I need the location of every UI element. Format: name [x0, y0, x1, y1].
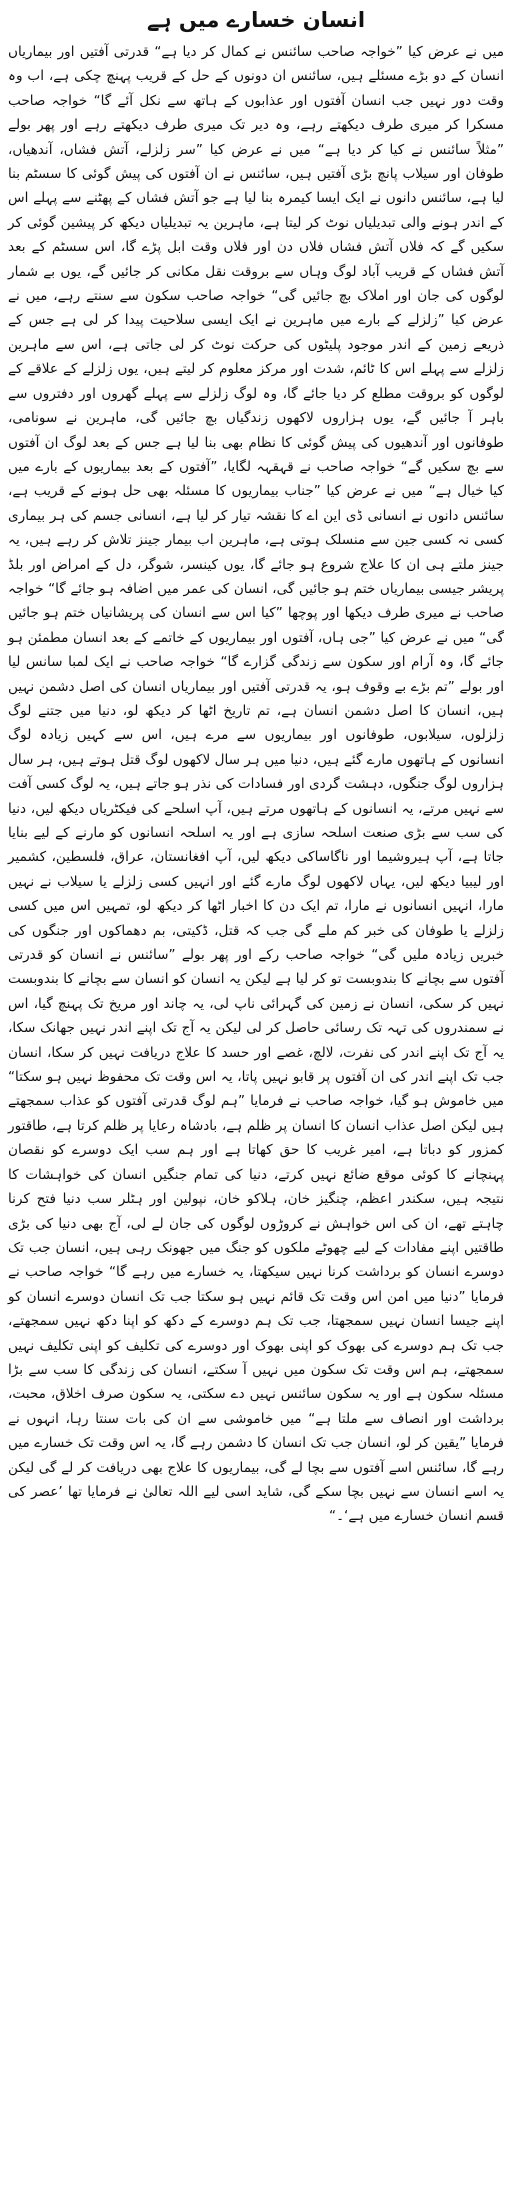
- article-title: انسان خسارے میں ہے: [146, 8, 366, 32]
- article-body: میں نے عرض کیا ”خواجہ صاحب سائنس نے کمال کر دیا ہے“ قدرتی آفتیں اور بیماریاں انسان کے دو بڑے مسئلے ہیں، سائنس ان دونوں کے حل کے قریب پہنچ چکی ہے، اب وہ وقت دور نہیں جب انسان آفتوں اور عذابوں کے ہاتھ سے نکل آئے گا“ خواجہ صاحب مسکرا کر میری طرف دیکھتے رہے، وہ دیر تک میری طرف دیکھتے رہے اور پھر بولے ”مثلاً سائنس نے کیا کر دیا ہے“ میں نے عرض کیا ”سر زلزلے، آتش فشاں، آندھیاں، طوفان اور سیلاب پانچ بڑی آفتیں ہیں، سائنس نے ان آفتوں کی پیش گوئی کا سسٹم بنا لیا ہے، سائنس دانوں نے ایک ایسا کیمرہ بنا لیا ہے جو آتش فشاں کے پھٹنے سے پہلے اس کے اندر ہونے والی تبدیلیاں نوٹ کر لیتا ہے، ماہرین یہ تبدیلیاں دیکھ کر پیشین گوئی کر سکیں گے کہ فلاں آتش فشاں فلاں دن اور فلاں وقت ابل پڑے گا، اس سسٹم کے بعد آتش فشاں کے قریب آباد لوگ وہاں سے بروقت نقل مکانی کر جائیں گے، یوں بے شمار لوگوں کی جان اور املاک بچ جائیں گی“ خواجہ صاحب سکون سے سنتے رہے، میں نے عرض کیا ”زلزلے کے بارے میں ماہرین نے ایک ایسی سلاحیت پیدا کر لی ہے جس کے ذریعے زمین کے اندر موجود پلیٹوں کی حرکت نوٹ کر لی جاتی ہے، اس سے ماہرین زلزلے سے پہلے اس کا ٹائم، شدت اور مرکز معلوم کر لیتے ہیں، یوں زلزلے کے علاقے کے لوگوں کو بروقت مطلع کر دیا جائے گا، وہ لوگ زلزلے سے پہلے گھروں اور دفتروں سے باہر آ جائیں گے، یوں ہزاروں لاکھوں زندگیاں بچ جائیں گی، ماہرین نے سونامی، طوفانوں اور آندھیوں کی پیش گوئی کا نظام بھی بنا لیا ہے جس کے بعد لوگ ان آفتوں سے بچ سکیں گے“ خواجہ صاحب نے قہقہہ لگایا، ”آفتوں کے بعد بیماریوں کے بارے میں کیا خیال ہے“ میں نے عرض کیا ”جناب بیماریوں کا مسئلہ بھی حل ہونے کے قریب ہے، سائنس دانوں نے انسانی ڈی این اے کا نقشہ تیار کر لیا ہے، انسانی جسم کی ہر بیماری کسی نہ کسی جین سے منسلک ہوتی ہے، ماہرین اب بیمار جینز تلاش کر رہے ہیں، یہ جینز ملتے ہی ان کا علاج شروع ہو جائے گا، یوں کینسر، شوگر، دل کے امراض اور بلڈ پریشر جیسی بیماریاں ختم ہو جائیں گی، انسان کی عمر میں اضافہ ہو جائے گا“ خواجہ صاحب نے میری طرف دیکھا اور پوچھا ”کیا اس سے انسان کی پریشانیاں ختم ہو جائیں گی“ میں نے عرض کیا ”جی ہاں، آفتوں اور بیماریوں کے خاتمے کے بعد انسان مطمئن ہو جائے گا، وہ آرام اور سکون سے زندگی گزارے گا“ خواجہ صاحب نے ایک لمبا سانس لیا اور بولے ”تم بڑے بے وقوف ہو، یہ قدرتی آفتیں اور بیماریاں انسان کی اصل دشمن نہیں ہیں، انسان کا اصل دشمن انسان ہے، تم تاریخ اٹھا کر دیکھ لو، دنیا میں جتنے لوگ زلزلوں، سیلابوں، طوفانوں اور بیماریوں سے مرے ہیں، اس سے کہیں زیادہ لوگ انسانوں کے ہاتھوں مارے گئے ہیں، دنیا میں ہر سال لاکھوں لوگ قتل ہوتے ہیں، ہر سال ہزاروں لوگ جنگوں، دہشت گردی اور فسادات کی نذر ہو جاتے ہیں، یہ لوگ کسی آفت سے نہیں مرتے، یہ انسانوں کے ہاتھوں مرتے ہیں، آپ اسلحے کی فیکٹریاں دیکھ لیں، دنیا کی سب سے بڑی صنعت اسلحہ سازی ہے اور یہ اسلحہ انسانوں کو مارنے کے لیے بنایا جاتا ہے، آپ ہیروشیما اور ناگاساکی دیکھ لیں، آپ افغانستان، عراق، فلسطین، کشمیر اور لیبیا دیکھ لیں، یہاں لاکھوں لوگ مارے گئے اور انہیں کسی زلزلے یا سیلاب نے نہیں مارا، انہیں انسانوں نے مارا، تم ایک دن کا اخبار اٹھا کر دیکھ لو، تمہیں اس میں کسی زلزلے یا طوفان کی خبر کم ملے گی جب کہ قتل، ڈکیتی، بم دھماکوں اور جنگوں کی خبریں زیادہ ملیں گی“ خواجہ صاحب رکے اور پھر بولے ”سائنس نے انسان کو قدرتی آفتوں سے بچانے کا بندوبست تو کر لیا ہے لیکن یہ انسان کو انسان سے بچانے کا بندوبست نہیں کر سکی، انسان نے زمین کی گہرائی ناپ لی، یہ چاند اور مریخ تک پہنچ گیا، اس نے سمندروں کی تہہ تک رسائی حاصل کر لی لیکن یہ آج تک اپنے اندر نہیں جھانک سکا، یہ آج تک اپنے اندر کی نفرت، لالچ، غصے اور حسد کا علاج دریافت نہیں کر سکا، انسان جب تک اپنے اندر کی ان آفتوں پر قابو نہیں پاتا، یہ اس وقت تک محفوظ نہیں ہو سکتا“ میں خاموش ہو گیا، خواجہ صاحب نے فرمایا ”ہم لوگ قدرتی آفتوں کو عذاب سمجھتے ہیں لیکن اصل عذاب انسان کا انسان پر ظلم ہے، بادشاہ رعایا پر ظلم کرتا ہے، طاقتور کمزور کو دباتا ہے، امیر غریب کا حق کھاتا ہے اور ہم سب ایک دوسرے کو نقصان پہنچانے کا کوئی موقع ضائع نہیں کرتے، دنیا کی تمام جنگیں انسان کی خواہشات کا نتیجہ ہیں، سکندر اعظم، چنگیز خان، ہلاکو خان، نپولین اور ہٹلر سب دنیا فتح کرنا چاہتے تھے، ان کی اس خواہش نے کروڑوں لوگوں کی جان لے لی، آج بھی دنیا کی بڑی طاقتیں اپنے مفادات کے لیے چھوٹے ملکوں کو جنگ میں جھونک رہی ہیں، انسان جب تک دوسرے انسان کو برداشت کرنا نہیں سیکھتا، یہ خسارے میں رہے گا“ خواجہ صاحب نے فرمایا ”دنیا میں امن اس وقت تک قائم نہیں ہو سکتا جب تک انسان دوسرے انسان کو اپنے جیسا انسان نہیں سمجھتا، جب تک ہم دوسرے کے دکھ کو اپنا دکھ نہیں سمجھتے، جب تک ہم دوسرے کی بھوک کو اپنی بھوک اور دوسرے کی تکلیف کو اپنی تکلیف نہیں سمجھتے، ہم اس وقت تک سکون میں نہیں آ سکتے، انسان کی زندگی کا سب سے بڑا مسئلہ سکون ہے اور یہ سکون سائنس نہیں دے سکتی، یہ سکون صرف اخلاق، محبت، برداشت اور انصاف سے ملتا ہے“ میں خاموشی سے ان کی بات سنتا رہا، انہوں نے فرمایا ”یقین کر لو، انسان جب تک انسان کا دشمن رہے گا، یہ اس وقت تک خسارے میں رہے گا، سائنس اسے آفتوں سے بچا لے گی، بیماریوں کا علاج بھی دریافت کر لے گی لیکن یہ اسے انسان سے نہیں بچا سکے گی، شاید اسی لیے اللہ تعالیٰ نے فرمایا تھا ’عصر کی قسم انسان خسارے میں ہے‘۔“: [8, 44, 504, 1525]
